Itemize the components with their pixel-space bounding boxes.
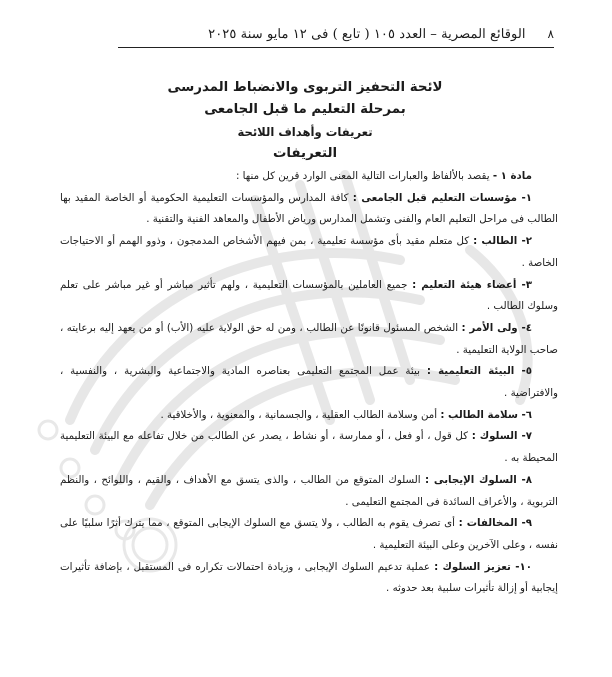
- definition-text: أى تصرف يقوم به الطالب ، ولا يتسق مع السلوك الإيجابى المتوقع ، مما يترك أثرًا سلبيًا على نفسه ، وعلى الآخرين وعلى البيئة التعليمية .: [60, 517, 558, 551]
- definition-item: [60, 426, 558, 469]
- title-stage: بمرحلة التعليم ما قبل الجامعى: [204, 102, 406, 117]
- header-rule: [118, 47, 554, 48]
- definitions-heading: التعريفات: [272, 146, 338, 161]
- definition-item: [60, 361, 558, 404]
- definition-text: بيئة عمل المجتمع التعليمى بعناصره المادية والاجتماعية والبشرية ، والنفسية ، والافتراضية .: [60, 365, 558, 400]
- page-number: ٨: [547, 27, 554, 41]
- definition-term: ٨- السلوك الإيجابى :: [425, 473, 533, 486]
- definition-term: ١٠- تعزيز السلوك :: [434, 560, 532, 573]
- document-titles: [60, 77, 550, 165]
- definition-term: ٦- سلامة الطالب :: [440, 408, 532, 421]
- definition-item: [60, 275, 558, 318]
- definition-item: [60, 513, 558, 556]
- definition-item: [60, 231, 558, 274]
- definition-item: [60, 188, 558, 231]
- definition-term: ٧- السلوك :: [471, 430, 532, 443]
- running-header: [118, 22, 554, 46]
- article-text: يقصد بالألفاظ والعبارات التالية المعنى الوارد قرين كل منها :: [235, 170, 493, 182]
- definition-text: السلوك المتوقع من الطالب ، والذى يتسق مع الأهداف ، والقيم ، واللوائح ، والنظم التربوية ، والأعراف السائدة فى المجتمع التعليمى .: [60, 473, 558, 508]
- section-heading: تعريفات وأهداف اللائحة: [237, 125, 373, 139]
- definition-text: جميع العاملين بالمؤسسات التعليمية ، ولهم تأثير مباشر أو غير مباشر على تعلم وسلوك الطالب .: [60, 278, 558, 313]
- running-title: الوقائع المصرية – العدد ١٠٥ ( تابع ) فى ١٢ مايو سنة ٢٠٢٥: [208, 26, 526, 42]
- article-paragraph: [60, 166, 558, 188]
- definition-term: ٥- البيئة التعليمية :: [426, 365, 533, 378]
- definition-text: عملية تدعيم السلوك الإيجابى ، وزيادة احتمالات تكراره فى المستقبل ، بإضافة تأثيرات إيجابية أو إزالة تأثيرات سلبية بعد حدوثه .: [60, 560, 558, 595]
- definition-term: ٩- المخالفات :: [458, 517, 532, 530]
- title-regulation: لائحة التحفيز التربوى والانضباط المدرسى: [167, 80, 443, 95]
- definition-term: ٣- أعضاء هيئة التعليم :: [412, 278, 532, 291]
- definition-text: الشخص المسئول قانونًا عن الطالب ، ومن له حق الولاية عليه (الأب) أو من يعهد إليه برعايته ، صاحب الولاية التعليمية .: [60, 321, 558, 356]
- definition-term: ٤- ولى الأمر :: [461, 321, 532, 334]
- definition-text: كل متعلم مقيد بأى مؤسسة تعليمية ، بمن فيهم الأشخاص المدمجون ، وذوو الهمم أو الاحتياجات الخاصة .: [60, 235, 558, 269]
- definition-text: كل قول ، أو فعل ، أو ممارسة ، أو نشاط ، يصدر عن الطالب من خلال تفاعله مع البيئة التعليمية المحيطة به .: [60, 430, 558, 465]
- definition-item: [60, 318, 558, 361]
- definition-item: [60, 470, 558, 513]
- article-head: مادة ١ -: [492, 170, 532, 182]
- definition-item: [60, 557, 558, 600]
- definition-text: أمن وسلامة الطالب العقلية ، والجسمانية ، والمعنوية ، والأخلاقية .: [160, 408, 441, 421]
- definition-text: كافة المدارس والمؤسسات التعليمية الحكومية أو الخاصة المقيد بها الطالب فى مراحل التعليم العام والفنى وتشمل المدارس ورياض الأطفال والمعاهد الفنية والتقنية .: [60, 191, 558, 226]
- definition-term: ٢- الطالب :: [473, 235, 532, 248]
- document-body: [60, 166, 558, 600]
- definition-item: [60, 405, 558, 427]
- definition-term: ١- مؤسسات التعليم قبل الجامعى :: [352, 191, 532, 204]
